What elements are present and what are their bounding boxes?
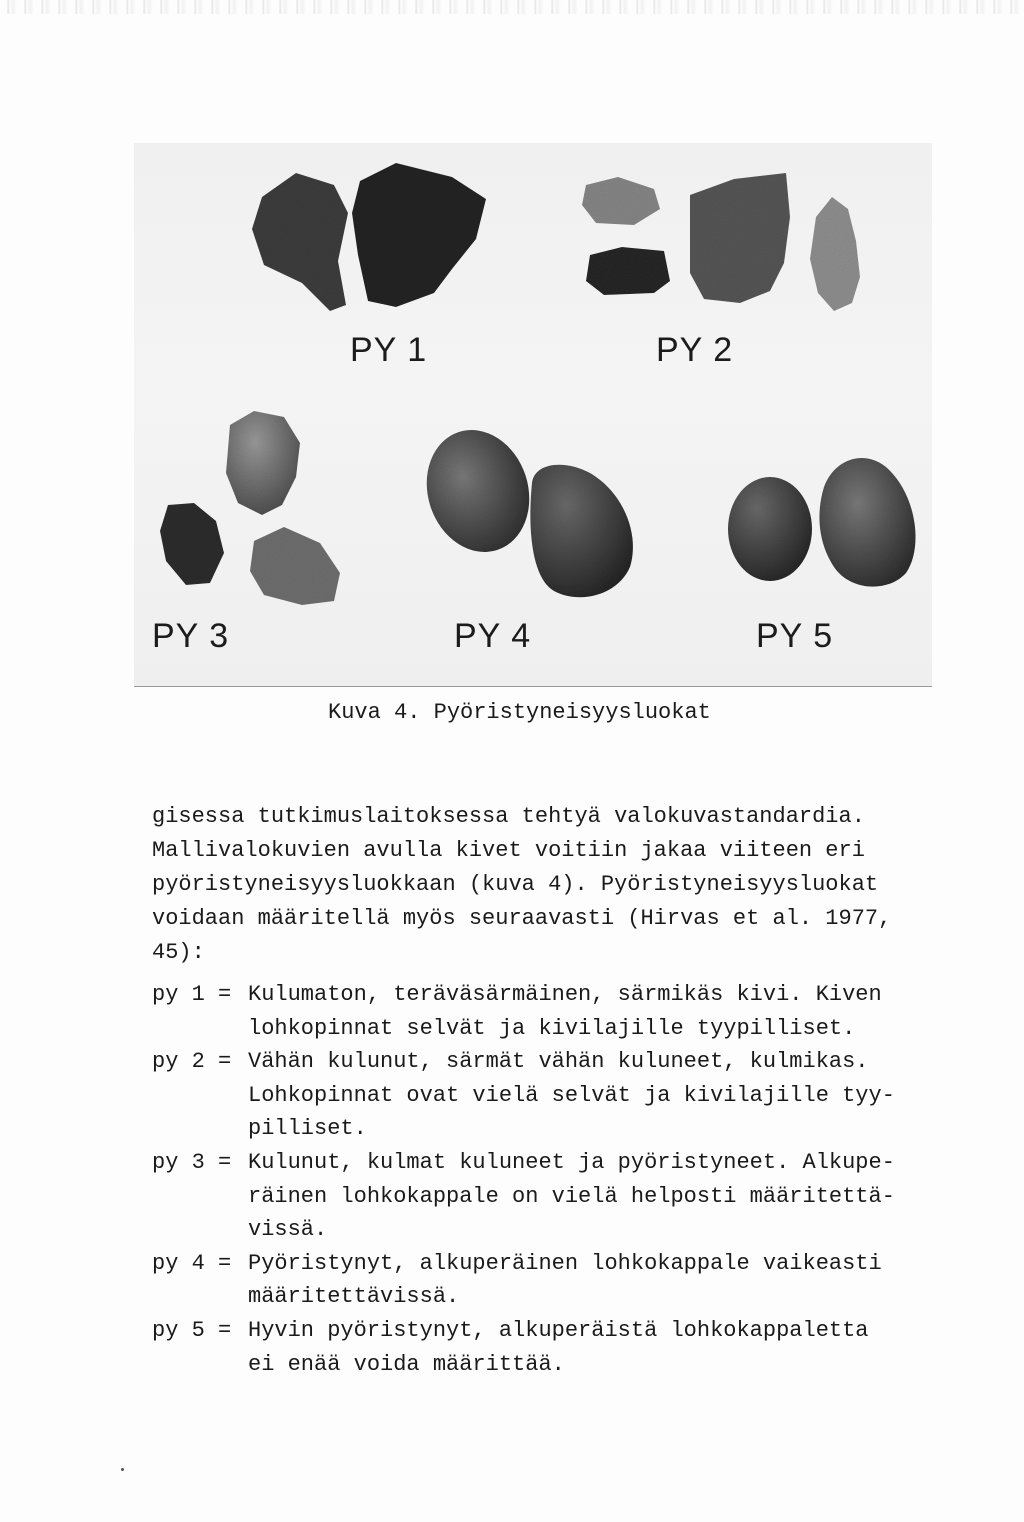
definition-term: py 2 = [152,1049,232,1075]
figure-caption: Kuva 4. Pyöristyneisyysluokat [328,700,711,725]
definition-py3 [152,1146,942,1247]
paragraph-line: gisessa tutkimuslaitoksessa tehtyä valokuvastandardia. [152,804,865,829]
py2-stones [582,173,860,311]
definition-line: pilliset. [248,1116,367,1142]
paragraph-line: 45): [152,940,205,965]
definition-line: Lohkopinnat ovat vielä selvät ja kivilajille tyy- [248,1082,895,1108]
py4-stones [411,417,633,598]
label-py4: PY 4 [454,617,532,655]
definition-term: py 4 = [152,1250,232,1276]
definition-term: py 5 = [152,1317,232,1343]
definition-line: Vähän kulunut, särmät vähän kuluneet, kulmikas. [248,1049,869,1075]
definition-term: py 1 = [152,982,232,1007]
body-paragraph [152,800,942,970]
definition-py1 [152,978,942,1045]
label-py5: PY 5 [756,617,834,655]
definition-text [248,978,942,1045]
definition-text [248,1045,942,1146]
label-py1: PY 1 [350,331,428,369]
definition-term: py 3 = [152,1149,232,1175]
definition-line: Hyvin pyöristynyt, alkuperäistä lohkokappaletta [248,1317,869,1343]
definition-text [248,1247,942,1314]
definition-line: Pyöristynyt, alkuperäinen lohkokappale vaikeasti [248,1250,882,1276]
label-py2: PY 2 [656,331,734,369]
definition-line: määritettävissä. [248,1284,460,1310]
definition-line: räinen lohkokappale on vielä helposti määritettä- [248,1183,895,1209]
roundness-class-definitions [152,978,942,1381]
definition-line: Kulumaton, teräväsärmäinen, särmikäs kivi. Kiven [248,982,882,1007]
definition-py4 [152,1247,942,1314]
scan-speck [121,1468,124,1471]
py3-stones [160,411,340,605]
label-py3: PY 3 [152,617,230,655]
py5-stones [728,458,916,587]
definition-line: lohkopinnat selvät ja kivilajille tyypilliset. [248,1015,856,1041]
definition-py2 [152,1045,942,1146]
definition-text [248,1314,942,1381]
definition-py5 [152,1314,942,1381]
definition-line: vissä. [248,1217,328,1243]
paragraph-line: Mallivalokuvien avulla kivet voitiin jakaa viiteen eri [152,838,865,863]
definition-text [248,1146,942,1247]
py1-stones [252,163,486,311]
stone-photograph [134,143,932,687]
definition-line: ei enää voida määrittää. [248,1351,565,1377]
stone-samples-illustration [134,143,932,686]
scan-edge-noise [0,0,1024,14]
paragraph-line: pyöristyneisyysluokkaan (kuva 4). Pyöristyneisyysluokat [152,872,879,897]
definition-line: Kulunut, kulmat kuluneet ja pyöristyneet. Alkupe- [248,1149,895,1175]
paragraph-line: voidaan määritellä myös seuraavasti (Hirvas et al. 1977, [152,906,892,931]
